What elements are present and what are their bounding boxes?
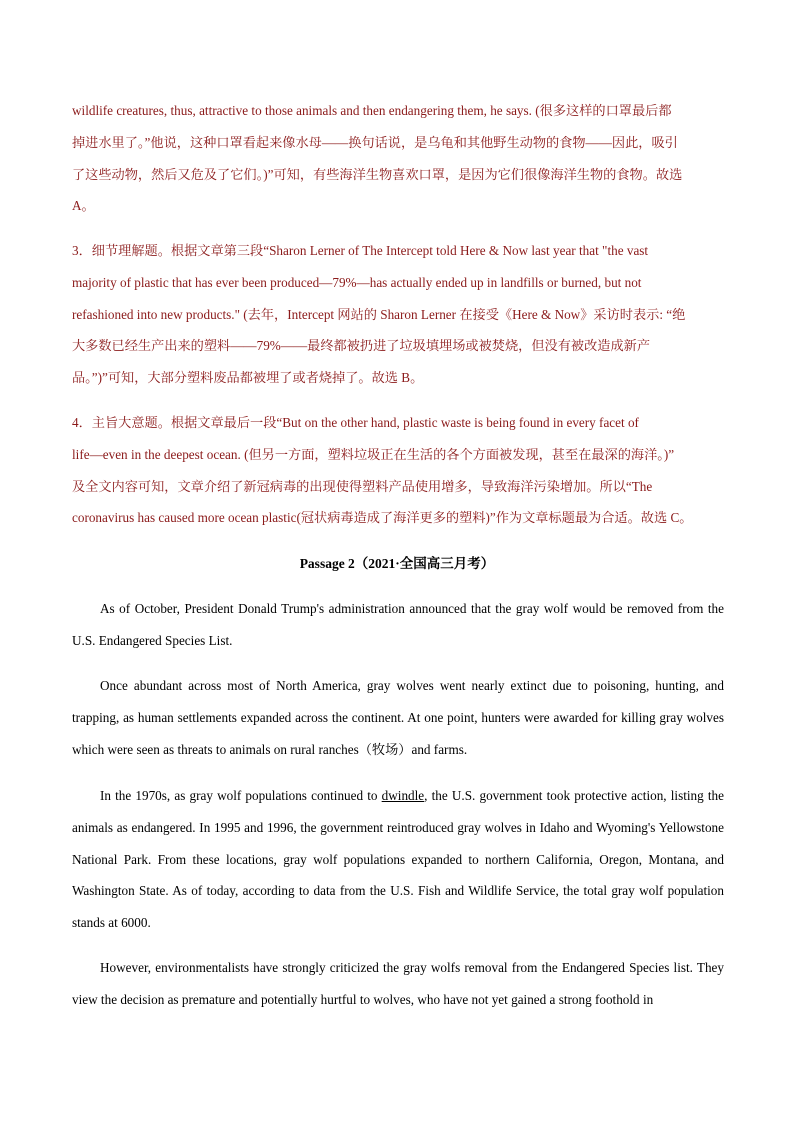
answer-line: 品。”)”可知，大部分塑料废品都被埋了或者烧掉了。故选 B。 [72,370,424,386]
answer-line: 及全文内容可知，文章介绍了新冠病毒的出现使得塑料产品使用增多，导致海洋污染增加。所以“The [72,478,653,494]
answer-line: 大多数已经生产出来的塑料——79%——最终都被扔进了垃圾填埋场或被焚烧，但没有被改造成新产 [72,338,651,354]
answer-4 [72,407,724,534]
answer-line: wildlife creatures, thus, attractive to those animals and then endangering them, he says. (很多这样的口罩最后都 [72,103,672,118]
answer-2-continuation [72,95,724,222]
answer-line: majority of plastic that has ever been produced—79%—has actually ended up in landfills or burned, but not [72,274,642,290]
answer-line: coronavirus has caused more ocean plastic(冠状病毒造成了海洋更多的塑料)”作为文章标题最为合适。故选 C。 [72,510,693,526]
answer-line: life—even in the deepest ocean. (但另一方面，塑料垃圾正在生活的各个方面被发现，甚至在最深的海洋。)” [72,446,675,462]
answer-line: 了这些动物，然后又危及了它们。)”可知，有些海洋生物喜欢口罩，是因为它们很像海洋生物的食物。故选 [72,166,683,182]
passage-paragraph-2 [72,670,724,765]
underlined-word: dwindle [381,788,425,803]
paragraph-text: Once abundant across most of North America, gray wolves went nearly extinct due to poisoning, hunting, and trapping, as human settlements expanded across the continent. At one point, hunters were awarded for killing gray wolves which were seen as threats to animals on rural ranches（牧场）and farms. [72,678,724,757]
answer-line: refashioned into new products." (去年，Intercept 网站的 Sharon Lerner 在接受《Here & Now》采访时表示: “绝 [72,306,686,322]
paragraph-text: As of October, President Donald Trump's administration announced that the gray wolf would be removed from the U.S. Endangered Species List. [72,601,724,648]
paragraph-text [72,780,724,939]
passage-paragraph-1 [72,593,724,657]
answer-line: 掉进水里了。”他说，这种口罩看起来像水母——换句话说，是乌龟和其他野生动物的食物——因此，吸引 [72,134,678,150]
paragraph-text: However, environmentalists have strongly criticized the gray wolfs removal from the Endangered Species list. They view the decision as premature and potentially hurtful to wolves, who have not yet gained a strong foothold in [72,960,724,1007]
answer-line: 4．主旨大意题。根据文章最后一段“But on the other hand, plastic waste is being found in every facet of [72,415,639,430]
answer-line: A。 [72,198,95,214]
paragraph-text-start: In the 1970s, as gray wolf populations continued to [100,788,382,803]
answer-3 [72,235,724,394]
passage-paragraph-3 [72,780,724,939]
passage-title: Passage 2（2021·全国高三月考） [299,556,495,571]
passage-paragraph-4 [72,952,724,1016]
answer-line: 3．细节理解题。根据文章第三段“Sharon Lerner of The Intercept told Here & Now last year that "the vast [72,243,649,258]
paragraph-text-end: , the U.S. government took protective action, listing the animals as endangered. In 1995 and 1996, the government reintroduced gray wolves in Idaho and Wyoming's Yellowstone National Park. From these locations, gray wolf populations expanded to northern California, Oregon, Montana, and Washington State. As of today, according to data from the U.S. Fish and Wildlife Service, the total gray wolf population stands at 6000. [72,788,724,931]
